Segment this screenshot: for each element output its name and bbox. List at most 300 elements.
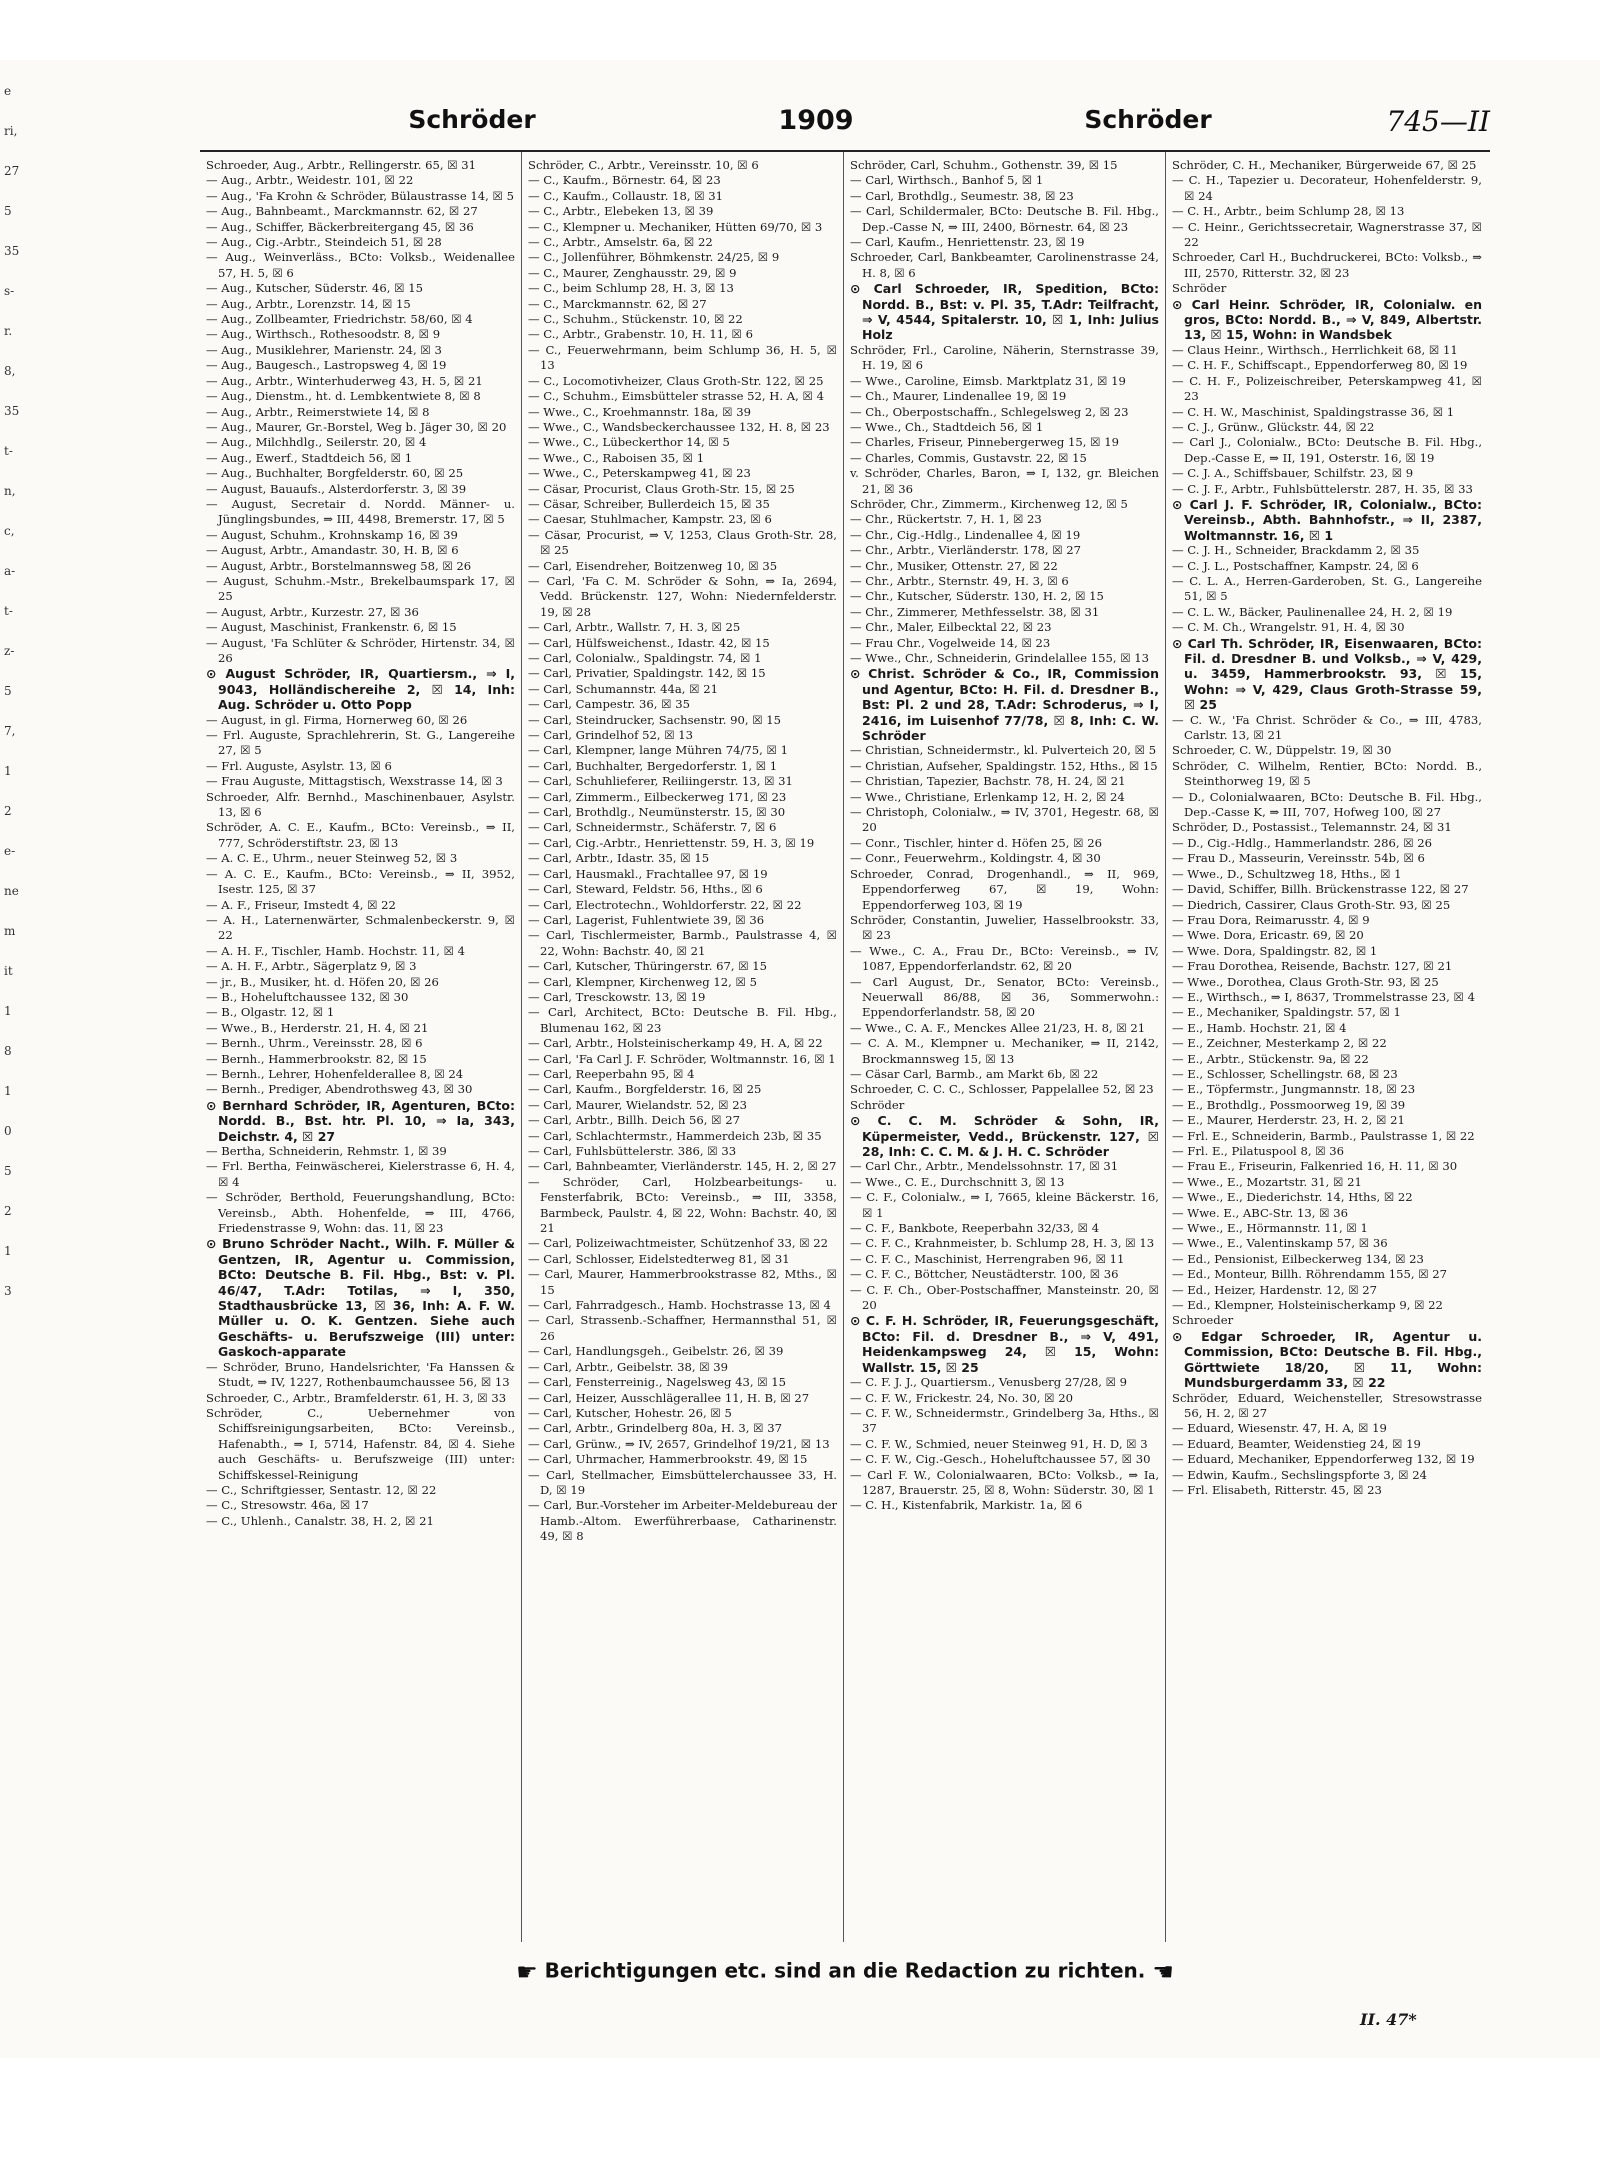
- directory-entry: — Bernh., Hammerbrookstr. 82, ☒ 15: [206, 1051, 427, 1066]
- directory-entry: — Wwe., Chr., Schneiderin, Grindelallee 155, ☒ 13: [850, 651, 1150, 665]
- directory-entry: — C. Heinr., Gerichtssecretair, Wagnerstrasse 37, ☒ 22: [1172, 219, 1482, 250]
- column-4: [1166, 152, 1488, 1942]
- directory-entry: — Carl, Campestr. 36, ☒ 35: [528, 697, 690, 712]
- directory-entry: ⊙ C. C. M. Schröder & Sohn, IR, Küpermeister, Vedd., Brückenstr. 127, ☒ 28, Inh: C. C. M. & J. H. C. Schröder: [850, 1113, 1159, 1159]
- directory-entry: — Schröder, Carl, Holzbearbeitungs- u. Fensterfabrik, BCto: Vereinsb., ⇒ III, 3358, Barmbeck, Paulstr. 4, ☒ 22, Wohn: Bachstr. 40, ☒ 21: [528, 1174, 837, 1236]
- directory-entry: — Carl, Kutscher, Hohestr. 26, ☒ 5: [528, 1405, 732, 1420]
- facing-page-fragment: 7,: [4, 724, 16, 738]
- directory-entry: — C. F. C., Böttcher, Neustädterstr. 100, ☒ 36: [850, 1267, 1119, 1282]
- directory-entry: — C. L. A., Herren-Garderoben, St. G., Langereihe 51, ☒ 5: [1172, 573, 1482, 604]
- directory-entry: — Aug., Milchhdlg., Seilerstr. 20, ☒ 4: [206, 435, 427, 450]
- directory-entry: — Ed., Heizer, Hardenstr. 12, ☒ 27: [1172, 1282, 1378, 1297]
- directory-entry: — Aug., Wirthsch., Rothesoodstr. 8, ☒ 9: [206, 327, 441, 342]
- page-header: [200, 105, 1490, 141]
- directory-entry: — Aug., Maurer, Gr.-Borstel, Weg b. Jäger 30, ☒ 20: [206, 419, 507, 434]
- directory-entry: — A. H., Laternenwärter, Schmalenbeckerstr. 9, ☒ 22: [206, 912, 515, 943]
- directory-entry: — Bernh., Lehrer, Hohenfelderallee 8, ☒ 24: [206, 1066, 464, 1081]
- directory-entry: — Carl, Brothdlg., Seumestr. 38, ☒ 23: [850, 188, 1074, 203]
- directory-entry: — Carl J., Colonialw., BCto: Deutsche B. Fil. Hbg., Dep.-Casse E, ⇒ II, 191, Osterstr. 16, ☒ 19: [1172, 435, 1482, 465]
- directory-entry: ⊙ Edgar Schroeder, IR, Agentur u. Commission, BCto: Deutsche B. Fil. Hbg., Görttwiete 18/20, ☒ 11, Wohn: Mundsburgerdamm 33, ☒ 22: [1172, 1328, 1482, 1391]
- directory-entry: — Carl, Schildermaler, BCto: Deutsche B. Fil. Hbg., Dep.-Casse N, ⇒ III, 2400, Börnestr. 64, ☒ 23: [850, 204, 1159, 234]
- directory-entry: Schroeder, Aug., Arbtr., Rellingerstr. 65, ☒ 31: [206, 158, 477, 172]
- directory-entry: — Frau D., Masseurin, Vereinsstr. 54b, ☒ 6: [1172, 851, 1425, 866]
- directory-entry: — Aug., Bahnbeamt., Marckmannstr. 62, ☒ 27: [206, 204, 478, 219]
- directory-entry: — C., Schuhm., Stückenstr. 10, ☒ 22: [528, 312, 743, 327]
- footer-note: [200, 1958, 1490, 1986]
- facing-page-fragment: 35: [4, 404, 20, 418]
- directory-entry: — Carl, Arbtr., Holsteinischerkamp 49, H. A, ☒ 22: [528, 1036, 823, 1051]
- facing-page-fragment: it: [4, 964, 13, 978]
- facing-page-fragment: 8,: [4, 364, 16, 378]
- directory-entry: — Aug., Dienstm., ht. d. Lembkentwiete 8, ☒ 8: [206, 389, 481, 404]
- header-year: 1909: [778, 105, 854, 136]
- directory-entry: — Wwe., C., Lübeckerthor 14, ☒ 5: [528, 435, 730, 450]
- directory-entry: — Wwe., C., Kroehmannstr. 18a, ☒ 39: [528, 404, 752, 419]
- directory-entry: — Carl, Arbtr., Wallstr. 7, H. 3, ☒ 25: [528, 620, 741, 635]
- facing-page-fragment: t-: [4, 604, 13, 618]
- directory-entry: — Wwe., E., Hörmannstr. 11, ☒ 1: [1172, 1221, 1368, 1236]
- directory-entry: — E., Maurer, Herderstr. 23, H. 2, ☒ 21: [1172, 1113, 1405, 1128]
- directory-entry: Schroeder, Carl H., Buchdruckerei, BCto: Volksb., ⇒ III, 2570, Ritterstr. 32, ☒ 23: [1172, 250, 1482, 280]
- directory-entry: — Carl, Klempner, Kirchenweg 12, ☒ 5: [528, 974, 757, 989]
- facing-page-fragment: r.: [4, 324, 13, 338]
- directory-entry: — Cäsar, Procurist, Claus Groth-Str. 15, ☒ 25: [528, 481, 795, 496]
- page-number: 745—II: [1386, 105, 1490, 138]
- directory-entry: Schroeder, Conrad, Drogenhandl., ⇒ II, 969, Eppendorferweg 67, ☒ 19, Wohn: Eppendorferweg 103, ☒ 19: [850, 866, 1159, 912]
- directory-entry: — Diedrich, Cassirer, Claus Groth-Str. 93, ☒ 25: [1172, 897, 1451, 912]
- directory-entry: — Carl, Buchhalter, Bergedorferstr. 1, ☒ 1: [528, 758, 778, 773]
- directory-entry: — David, Schiffer, Billh. Brückenstrasse 122, ☒ 27: [1172, 882, 1469, 897]
- directory-entry: — Carl, Wirthsch., Banhof 5, ☒ 1: [850, 173, 1044, 188]
- directory-entry: — Carl, Arbtr., Geibelstr. 38, ☒ 39: [528, 1359, 729, 1374]
- directory-entry: — Christian, Tapezier, Bachstr. 78, H. 24, ☒ 21: [850, 774, 1126, 789]
- facing-page-fragment: t-: [4, 444, 13, 458]
- header-right-name: Schröder: [1084, 105, 1212, 134]
- directory-entry: — C., Kaufm., Collaustr. 18, ☒ 31: [528, 188, 724, 203]
- directory-entry: — Aug., Baugesch., Lastropsweg 4, ☒ 19: [206, 358, 447, 373]
- directory-entry: — Carl, Architect, BCto: Deutsche B. Fil. Hbg., Blumenau 162, ☒ 23: [528, 1005, 837, 1035]
- directory-entry: — Christian, Aufseher, Spaldingstr. 152, Hths., ☒ 15: [850, 758, 1158, 773]
- directory-entry: — Ed., Monteur, Billh. Röhrendamm 155, ☒ 27: [1172, 1267, 1448, 1282]
- directory-entry: — Frau Dorothea, Reisende, Bachstr. 127, ☒ 21: [1172, 959, 1453, 974]
- directory-entry: — Conr., Tischler, hinter d. Höfen 25, ☒ 26: [850, 835, 1103, 850]
- facing-page-fragment: 3: [4, 1284, 12, 1298]
- directory-entry: — Frl. E., Schneiderin, Barmb., Paulstrasse 1, ☒ 22: [1172, 1128, 1475, 1143]
- directory-entry: — C. F. Ch., Ober-Postschaffner, Mansteinstr. 20, ☒ 20: [850, 1282, 1159, 1313]
- directory-entry: — Carl, Lagerist, Fuhlentwiete 39, ☒ 36: [528, 912, 765, 927]
- directory-entry: Schroeder: [1172, 1313, 1234, 1328]
- directory-entry: — C., Uhlenh., Canalstr. 38, H. 2, ☒ 21: [206, 1513, 434, 1528]
- directory-entry: — Chr., Rückertstr. 7, H. 1, ☒ 23: [850, 512, 1042, 527]
- directory-entry: — Carl, Bahnbeamter, Vierländerstr. 145, H. 2, ☒ 27: [528, 1159, 837, 1174]
- directory-entry: — C. F., Bankbote, Reeperbahn 32/33, ☒ 4: [850, 1221, 1100, 1236]
- facing-page-fragment: c,: [4, 524, 15, 538]
- directory-entry: — Frl. Auguste, Asylstr. 13, ☒ 6: [206, 758, 392, 773]
- directory-entry: — E., Wirthsch., ⇒ I, 8637, Trommelstrasse 23, ☒ 4: [1172, 989, 1475, 1004]
- directory-entry: — Wwe., E., Valentinskamp 57, ☒ 36: [1172, 1236, 1388, 1251]
- directory-entry: — August, Schuhm., Krohnskamp 16, ☒ 39: [206, 527, 458, 542]
- directory-entry: — Wwe., C. A. F., Menckes Allee 21/23, H. 8, ☒ 21: [850, 1020, 1146, 1035]
- directory-entry: — C. F. W., Cig.-Gesch., Hoheluftchaussee 57, ☒ 30: [850, 1452, 1151, 1467]
- directory-entry: — Carl, Colonialw., Spaldingstr. 74, ☒ 1: [528, 651, 762, 665]
- directory-entry: — Wwe., C. A., Frau Dr., BCto: Vereinsb., ⇒ IV, 1087, Eppendorferlandstr. 62, ☒ 20: [850, 943, 1159, 974]
- directory-entry: — Carl, Cig.-Arbtr., Henriettenstr. 59, H. 3, ☒ 19: [528, 835, 815, 850]
- directory-entry: — C., beim Schlump 28, H. 3, ☒ 13: [528, 281, 734, 296]
- directory-entry: — Wwe., Dorothea, Claus Groth-Str. 93, ☒ 25: [1172, 974, 1439, 989]
- directory-entry: — Carl, Uhrmacher, Hammerbrookstr. 49, ☒ 15: [528, 1452, 808, 1467]
- directory-entry: Schröder, C., Arbtr., Vereinsstr. 10, ☒ 6: [528, 158, 759, 172]
- directory-entry: — Ed., Klempner, Holsteinischerkamp 9, ☒ 22: [1172, 1298, 1443, 1313]
- directory-entry: Schröder, Frl., Caroline, Näherin, Sternstrasse 39, H. 19, ☒ 6: [850, 342, 1159, 373]
- directory-entry: — Wwe., B., Herderstr. 21, H. 4, ☒ 21: [206, 1020, 429, 1035]
- directory-entry: — Christian, Schneidermstr., kl. Pulverteich 20, ☒ 5: [850, 743, 1157, 758]
- directory-entry: — Ed., Pensionist, Eilbeckerweg 134, ☒ 23: [1172, 1251, 1424, 1266]
- directory-entry: — C. L. W., Bäcker, Paulinenallee 24, H. 2, ☒ 19: [1172, 604, 1453, 619]
- directory-entry: — Wwe. Dora, Spaldingstr. 82, ☒ 1: [1172, 943, 1378, 958]
- facing-page-fragment: z-: [4, 644, 15, 658]
- directory-entry: — Chr., Kutscher, Süderstr. 130, H. 2, ☒ 15: [850, 589, 1104, 604]
- directory-entry: — August, 'Fa Schlüter & Schröder, Hirtenstr. 34, ☒ 26: [206, 635, 515, 665]
- directory-entry: ⊙ Carl Heinr. Schröder, IR, Colonialw. en gros, BCto: Nordd. B., ⇒ V, 849, Albertstr. 13, ☒ 15, Wohn: in Wandsbek: [1172, 296, 1482, 343]
- directory-entry: — Frau E., Friseurin, Falkenried 16, H. 11, ☒ 30: [1172, 1159, 1458, 1174]
- directory-entry: ⊙ C. F. H. Schröder, IR, Feuerungsgeschäft, BCto: Fil. d. Dresdner B., ⇒ V, 491, Heidenkampsweg 24, ☒ 15, Wohn: Wallstr. 15, ☒ 25: [850, 1313, 1159, 1375]
- facing-page-fragment: ri,: [4, 124, 18, 138]
- directory-entry: — Chr., Maler, Eilbecktal 22, ☒ 23: [850, 620, 1052, 635]
- directory-entry: — C., Arbtr., Amselstr. 6a, ☒ 22: [528, 235, 713, 250]
- directory-entry: — C. H., Tapezier u. Decorateur, Hohenfelderstr. 9, ☒ 24: [1172, 173, 1482, 203]
- directory-entry: ⊙ Bernhard Schröder, IR, Agenturen, BCto: Nordd. B., Bst. htr. Pl. 10, ⇒ Ia, 343, Deichstr. 4, ☒ 27: [206, 1097, 515, 1144]
- directory-entry: — Carl, Strassenb.-Schaffner, Hermannsthal 51, ☒ 26: [528, 1313, 837, 1343]
- directory-entry: — Carl, Electrotechn., Wohldorferstr. 22, ☒ 22: [528, 897, 802, 912]
- directory-entry: — jr., B., Musiker, ht. d. Höfen 20, ☒ 26: [206, 974, 439, 989]
- directory-entry: — C. J. F., Arbtr., Fuhlsbüttelerstr. 287, H. 35, ☒ 33: [1172, 481, 1473, 496]
- directory-entry: — Carl F. W., Colonialwaaren, BCto: Volksb., ⇒ Ia, 1287, Brauerstr. 25, ☒ 8, Wohn: Süderstr. 30, ☒ 1: [850, 1467, 1159, 1497]
- directory-entry: — Eduard, Wiesenstr. 47, H. A, ☒ 19: [1172, 1421, 1387, 1436]
- directory-entry: — Wwe., E., Mozartstr. 31, ☒ 21: [1172, 1174, 1362, 1189]
- directory-entry: — C. H. W., Maschinist, Spaldingstrasse 36, ☒ 1: [1172, 404, 1455, 419]
- directory-entry: — Ch., Oberpostschaffn., Schlegelsweg 2, ☒ 23: [850, 404, 1129, 419]
- directory-entry: — Conr., Feuerwehrm., Koldingstr. 4, ☒ 30: [850, 851, 1101, 866]
- adjacent-page-edge: [0, 60, 75, 2058]
- facing-page-fragment: 27: [4, 164, 20, 178]
- directory-entry: — Aug., Arbtr., Winterhuderweg 43, H. 5, ☒ 21: [206, 373, 483, 388]
- directory-entry: — E., Mechaniker, Spaldingstr. 57, ☒ 1: [1172, 1005, 1401, 1020]
- directory-entry: Schröder: [850, 1097, 905, 1112]
- directory-entry: — Carl, Schneidermstr., Schäferstr. 7, ☒ 6: [528, 820, 777, 835]
- directory-entry: — Ch., Maurer, Lindenallee 19, ☒ 19: [850, 389, 1067, 404]
- directory-entry: — C. F. C., Maschinist, Herrengraben 96, ☒ 11: [850, 1251, 1125, 1266]
- directory-entry: — C., Arbtr., Elebeken 13, ☒ 39: [528, 204, 714, 219]
- directory-entry: — August, Arbtr., Borstelmannsweg 58, ☒ 26: [206, 558, 472, 573]
- directory-entry: — Carl, Fensterreinig., Nagelsweg 43, ☒ 15: [528, 1375, 787, 1390]
- directory-entry: — C. W., 'Fa Christ. Schröder & Co., ⇒ III, 4783, Carlstr. 13, ☒ 21: [1172, 712, 1482, 743]
- facing-page-fragment: 1: [4, 1004, 12, 1018]
- directory-entry: — Wwe. E., ABC-Str. 13, ☒ 36: [1172, 1205, 1348, 1220]
- directory-entry: — Edwin, Kaufm., Sechslingspforte 3, ☒ 24: [1172, 1467, 1428, 1482]
- directory-entry: — Aug., Zollbeamter, Friedrichstr. 58/60, ☒ 4: [206, 312, 473, 327]
- directory-entry: Schröder, C. H., Mechaniker, Bürgerweide 67, ☒ 25: [1172, 158, 1477, 172]
- directory-entry: — C., Arbtr., Grabenstr. 10, H. 11, ☒ 6: [528, 327, 754, 342]
- directory-entry: — Carl, Maurer, Wielandstr. 52, ☒ 23: [528, 1097, 747, 1112]
- directory-entry: — Chr., Arbtr., Vierländerstr. 178, ☒ 27: [850, 543, 1082, 558]
- facing-page-fragment: 0: [4, 1124, 12, 1138]
- directory-entry: — C. A. M., Klempner u. Mechaniker, ⇒ II, 2142, Brockmannsweg 15, ☒ 13: [850, 1036, 1159, 1066]
- directory-entry: — Carl, Kaufm., Henriettenstr. 23, ☒ 19: [850, 235, 1085, 250]
- directory-entry: Schroeder, C. C. C., Schlosser, Pappelallee 52, ☒ 23: [850, 1082, 1154, 1097]
- pointing-hand-right-icon: ☚: [1152, 1958, 1174, 1986]
- directory-entry: — Eduard, Mechaniker, Eppendorferweg 132, ☒ 19: [1172, 1452, 1475, 1467]
- directory-entry: Schröder, C., Uebernehmer von Schiffsreinigungsarbeiten, BCto: Vereinsb., Hafenabth., ⇒ I, 5714, Hafenstr. 84, ☒ 4. Siehe auch Geschäfts- u. Berufszweige (III) unter: Schiffskessel-Reinigung: [206, 1405, 515, 1482]
- directory-entry: — E., Töpfermstr., Jungmannstr. 18, ☒ 23: [1172, 1082, 1416, 1097]
- directory-entry: — Wwe., Christiane, Erlenkamp 12, H. 2, ☒ 24: [850, 789, 1125, 804]
- directory-entry: — C. H., Arbtr., beim Schlump 28, ☒ 13: [1172, 204, 1405, 219]
- directory-entry: — A. C. E., Uhrm., neuer Steinweg 52, ☒ 3: [206, 851, 458, 866]
- directory-entry: — Charles, Friseur, Pinnebergerweg 15, ☒ 19: [850, 435, 1119, 450]
- facing-page-fragment: ne: [4, 884, 19, 898]
- directory-entry: — C., Locomotivheizer, Claus Groth-Str. 122, ☒ 25: [528, 373, 824, 388]
- directory-entry: — August, Schuhm.-Mstr., Brekelbaumspark 17, ☒ 25: [206, 573, 515, 604]
- directory-entry: — C., Schuhm., Eimsbütteler strasse 52, H. A, ☒ 4: [528, 389, 824, 404]
- directory-entry: — Carl, Schuhlieferer, Reiliingerstr. 13, ☒ 31: [528, 774, 793, 789]
- directory-entry: — Aug., Arbtr., Reimerstwiete 14, ☒ 8: [206, 404, 430, 419]
- directory-entry: — Carl, Fuhlsbüttelerstr. 386, ☒ 33: [528, 1144, 737, 1158]
- directory-entry: — Chr., Arbtr., Sternstr. 49, H. 3, ☒ 6: [850, 573, 1069, 588]
- directory-entry: Schröder, A. C. E., Kaufm., BCto: Vereinsb., ⇒ II, 777, Schröderstiftstr. 23, ☒ 13: [206, 820, 515, 850]
- facing-page-fragment: n,: [4, 484, 16, 498]
- directory-entry: — Wwe., Ch., Stadtdeich 56, ☒ 1: [850, 419, 1044, 434]
- pointing-hand-left-icon: ☛: [516, 1958, 538, 1986]
- facing-page-fragment: 35: [4, 244, 20, 258]
- directory-entry: — Carl, Kaufm., Borgfelderstr. 16, ☒ 25: [528, 1082, 762, 1097]
- directory-entry: ⊙ August Schröder, IR, Quartiersm., ⇒ I, 9043, Holländischereihe 2, ☒ 14, Inh: Aug. Schröder u. Otto Popp: [206, 666, 515, 713]
- directory-entry: ⊙ Carl J. F. Schröder, IR, Colonialw., BCto: Vereinsb., Abth. Bahnhofstr., ⇒ II, 2387, Woltmannstr. 16, ☒ 1: [1172, 496, 1482, 543]
- directory-entry: — A. C. E., Kaufm., BCto: Vereinsb., ⇒ II, 3952, Isestr. 125, ☒ 37: [206, 866, 515, 897]
- directory-entry: Schröder, Carl, Schuhm., Gothenstr. 39, ☒ 15: [850, 158, 1118, 172]
- directory-entry: — Wwe., C. E., Durchschnitt 3, ☒ 13: [850, 1174, 1065, 1189]
- directory-entry: Schröder, Eduard, Weichensteller, Stresowstrasse 56, H. 2, ☒ 27: [1172, 1390, 1482, 1420]
- facing-page-fragment: 5: [4, 1164, 12, 1178]
- directory-columns: [200, 150, 1490, 1942]
- directory-entry: — A. F., Friseur, Imstedt 4, ☒ 22: [206, 897, 396, 912]
- column-2: [522, 152, 844, 1942]
- directory-entry: — D., Cig.-Hdlg., Hammerlandstr. 286, ☒ 26: [1172, 835, 1433, 850]
- directory-entry: — Carl, Eisendreher, Boitzenweg 10, ☒ 35: [528, 558, 778, 573]
- directory-entry: ⊙ Bruno Schröder Nacht., Wilh. F. Müller & Gentzen, IR, Agentur u. Commission, BCto: Deutsche B. Fil. Hbg., Bst: v. Pl. 46/47, T.Adr: Totilas, ⇒ I, 350, Stadthausbrücke 13, ☒ 36, Inh: A. F. W. Müller u. O. K. Gentzen. Siehe auch Geschäfts- u. Berufszweige (III) unter: Gaskoch-apparate: [206, 1236, 515, 1360]
- directory-entry: ⊙ Carl Th. Schröder, IR, Eisenwaaren, BCto: Fil. d. Dresdner B. und Volksb., ⇒ V, 429, u. 3459, Hammerbrookstr. 93, ☒ 15, Wohn: ⇒ V, 429, Claus Groth-Strasse 59, ☒ 25: [1172, 635, 1482, 713]
- directory-entry: — E., Arbtr., Stückenstr. 9a, ☒ 22: [1172, 1051, 1369, 1066]
- directory-entry: — A. H. F., Arbtr., Sägerplatz 9, ☒ 3: [206, 959, 417, 974]
- directory-entry: — August, Maschinist, Frankenstr. 6, ☒ 15: [206, 620, 457, 635]
- directory-entry: — C. F. J. J., Quartiersm., Venusberg 27/28, ☒ 9: [850, 1375, 1128, 1390]
- directory-entry: — C. F. C., Krahnmeister, b. Schlump 28, H. 3, ☒ 13: [850, 1236, 1155, 1251]
- directory-entry: — C. H. F., Schiffscapt., Eppendorferweg 80, ☒ 19: [1172, 358, 1468, 373]
- directory-entry: — C. H., Kistenfabrik, Markistr. 1a, ☒ 6: [850, 1498, 1083, 1513]
- column-3: [844, 152, 1166, 1942]
- directory-entry: — Aug., Ewerf., Stadtdeich 56, ☒ 1: [206, 450, 413, 465]
- directory-entry: — Chr., Musiker, Ottenstr. 27, ☒ 22: [850, 558, 1058, 573]
- directory-entry: — Carl, Tischlermeister, Barmb., Paulstrasse 4, ☒ 22, Wohn: Bachstr. 40, ☒ 21: [528, 928, 837, 958]
- directory-entry: — Carl, Heizer, Ausschlägerallee 11, H. B, ☒ 27: [528, 1390, 810, 1405]
- facing-page-fragment: 5: [4, 204, 12, 218]
- directory-entry: — C. M. Ch., Wrangelstr. 91, H. 4, ☒ 30: [1172, 620, 1405, 635]
- directory-entry: — Carl, Schlachtermstr., Hammerdeich 23b, ☒ 35: [528, 1128, 822, 1143]
- directory-entry: — Caesar, Stuhlmacher, Kampstr. 23, ☒ 6: [528, 512, 772, 527]
- directory-entry: — Carl, Arbtr., Grindelberg 80a, H. 3, ☒ 37: [528, 1421, 782, 1436]
- directory-entry: — Wwe., C., Peterskampweg 41, ☒ 23: [528, 466, 751, 481]
- directory-entry: — B., Hoheluftchaussee 132, ☒ 30: [206, 989, 409, 1004]
- directory-entry: — Aug., Arbtr., Lorenzstr. 14, ☒ 15: [206, 296, 411, 311]
- directory-entry: Schröder, D., Postassist., Telemannstr. 24, ☒ 31: [1172, 820, 1452, 835]
- directory-entry: — Carl, Arbtr., Idastr. 35, ☒ 15: [528, 851, 710, 866]
- facing-page-fragment: 8: [4, 1044, 12, 1058]
- directory-entry: — August, Bauaufs., Alsterdorferstr. 3, ☒ 39: [206, 481, 467, 496]
- directory-entry: — C., Feuerwehrmann, beim Schlump 36, H. 5, ☒ 13: [528, 342, 837, 373]
- directory-entry: — Aug., Buchhalter, Borgfelderstr. 60, ☒ 25: [206, 466, 464, 481]
- facing-page-fragment: a-: [4, 564, 16, 578]
- directory-entry: — Schröder, Bruno, Handelsrichter, 'Fa Hanssen & Studt, ⇒ IV, 1227, Rothenbaumchaussee 56, ☒ 13: [206, 1359, 515, 1390]
- directory-entry: — A. H. F., Tischler, Hamb. Hochstr. 11, ☒ 4: [206, 943, 466, 958]
- directory-entry: — August, Secretair d. Nordd. Männer- u. Jünglingsbundes, ⇒ III, 4498, Bremerstr. 17, ☒ 5: [206, 496, 515, 527]
- directory-entry: — Cäsar Carl, Barmb., am Markt 6b, ☒ 22: [850, 1066, 1099, 1081]
- directory-entry: — August, Arbtr., Kurzestr. 27, ☒ 36: [206, 604, 419, 619]
- directory-entry: — Frau Dora, Reimarusstr. 4, ☒ 9: [1172, 912, 1370, 927]
- directory-entry: — Carl, Grindelhof 52, ☒ 13: [528, 728, 694, 743]
- facing-page-fragment: 1: [4, 764, 12, 778]
- facing-page-fragment: 2: [4, 804, 12, 818]
- directory-entry: — Carl, Hülfsweichenst., Idastr. 42, ☒ 15: [528, 635, 770, 650]
- directory-entry: — Christoph, Colonialw., ⇒ IV, 3701, Hegestr. 68, ☒ 20: [850, 805, 1159, 835]
- directory-entry: — Claus Heinr., Wirthsch., Herrlichkeit 68, ☒ 11: [1172, 342, 1458, 357]
- directory-entry: — Schröder, Berthold, Feuerungshandlung, BCto: Vereinsb., Abth. Hohenfelde, ⇒ III, 4766, Friedenstrasse 9, Wohn: das. 11, ☒ 23: [206, 1190, 515, 1236]
- directory-entry: — Carl, Schlosser, Eidelstedterweg 81, ☒ 31: [528, 1251, 790, 1266]
- signature-mark: II. 47*: [1360, 2010, 1417, 2029]
- directory-entry: — Eduard, Beamter, Weidenstieg 24, ☒ 19: [1172, 1436, 1421, 1451]
- directory-entry: — Charles, Commis, Gustavstr. 22, ☒ 15: [850, 450, 1087, 465]
- directory-entry: — Carl, 'Fa C. M. Schröder & Sohn, ⇒ Ia, 2694, Vedd. Brückenstr. 127, Wohn: Niedernfelderstr. 19, ☒ 28: [528, 573, 837, 619]
- directory-entry: Schroeder, Alfr. Bernhd., Maschinenbauer, Asylstr. 13, ☒ 6: [206, 789, 515, 820]
- facing-page-fragment: 2: [4, 1204, 12, 1218]
- header-left-name: Schröder: [408, 105, 536, 134]
- directory-entry: — Carl, Steward, Feldstr. 56, Hths., ☒ 6: [528, 882, 763, 897]
- directory-entry: — Aug., Arbtr., Weidestr. 101, ☒ 22: [206, 173, 414, 188]
- directory-entry: — Carl, Klempner, lange Mühren 74/75, ☒ 1: [528, 743, 788, 758]
- directory-entry: — Frau Chr., Vogelweide 14, ☒ 23: [850, 635, 1051, 650]
- directory-entry: Schröder, Chr., Zimmerm., Kirchenweg 12, ☒ 5: [850, 496, 1128, 511]
- directory-entry: — C., Schriftgiesser, Sentastr. 12, ☒ 22: [206, 1482, 437, 1497]
- directory-entry: — Chr., Zimmerer, Methfesselstr. 38, ☒ 31: [850, 604, 1100, 619]
- directory-entry: ⊙ Christ. Schröder & Co., IR, Commission und Agentur, BCto: H. Fil. d. Dresdner B., Bst: Pl. 2 und 28, T.Adr: Schroderus, ⇒ I, 2416, im Luisenhof 77/78, ☒ 8, Inh: C. W. Schröder: [850, 666, 1159, 744]
- directory-entry: — C., Maurer, Zenghausstr. 29, ☒ 9: [528, 265, 737, 280]
- directory-entry: — Wwe., Caroline, Eimsb. Marktplatz 31, ☒ 19: [850, 373, 1126, 388]
- directory-entry: — Carl, Bur.-Vorsteher im Arbeiter-Meldebureau der Hamb.-Altom. Ewerführerbaase, Catharinenstr. 49, ☒ 8: [528, 1498, 837, 1544]
- directory-entry: — Bernh., Uhrm., Vereinsstr. 28, ☒ 6: [206, 1036, 423, 1051]
- directory-entry: — Carl, Reeperbahn 95, ☒ 4: [528, 1066, 695, 1081]
- directory-entry: — Carl, Tresckowstr. 13, ☒ 19: [528, 989, 706, 1004]
- directory-entry: — Frau Auguste, Mittagstisch, Wexstrasse 14, ☒ 3: [206, 774, 503, 789]
- directory-entry: — Aug., Musiklehrer, Marienstr. 24, ☒ 3: [206, 342, 442, 357]
- directory-entry: Schröder: [1172, 281, 1227, 296]
- facing-page-fragment: 5: [4, 684, 12, 698]
- directory-entry: — E., Schlosser, Schellingstr. 68, ☒ 23: [1172, 1066, 1398, 1081]
- facing-page-fragment: s-: [4, 284, 15, 298]
- directory-entry: — C. F., Colonialw., ⇒ I, 7665, kleine Bäckerstr. 16, ☒ 1: [850, 1190, 1159, 1220]
- directory-entry: — C., Kaufm., Börnestr. 64, ☒ 23: [528, 173, 721, 188]
- directory-entry: — Carl, Zimmerm., Eilbeckerweg 171, ☒ 23: [528, 789, 787, 804]
- directory-entry: — Carl, Polizeiwachtmeister, Schützenhof 33, ☒ 22: [528, 1236, 829, 1251]
- directory-entry: — Chr., Cig.-Hdlg., Lindenallee 4, ☒ 19: [850, 527, 1081, 542]
- facing-page-fragment: 1: [4, 1084, 12, 1098]
- column-1: [200, 152, 522, 1942]
- directory-entry: — Carl, Schumannstr. 44a, ☒ 21: [528, 681, 719, 696]
- directory-entry: — Carl, Maurer, Hammerbrookstrasse 82, Mths., ☒ 15: [528, 1267, 837, 1297]
- directory-entry: Schroeder, C. W., Düppelstr. 19, ☒ 30: [1172, 743, 1392, 758]
- directory-entry: — B., Olgastr. 12, ☒ 1: [206, 1005, 335, 1020]
- facing-page-fragment: m: [4, 924, 16, 938]
- directory-entry: — C., Klempner u. Mechaniker, Hütten 69/70, ☒ 3: [528, 219, 823, 234]
- directory-entry: — E., Brothdlg., Possmoorweg 19, ☒ 39: [1172, 1097, 1406, 1112]
- directory-entry: — Carl, Privatier, Spaldingstr. 142, ☒ 15: [528, 666, 766, 681]
- directory-entry: — Aug., Kutscher, Süderstr. 46, ☒ 15: [206, 281, 423, 296]
- facing-page-fragment: e-: [4, 844, 16, 858]
- directory-entry: — Frl. Auguste, Sprachlehrerin, St. G., Langereihe 27, ☒ 5: [206, 728, 515, 758]
- directory-entry: — C. J. L., Postschaffner, Kampstr. 24, ☒ 6: [1172, 558, 1419, 573]
- facing-page-fragment: e: [4, 84, 12, 98]
- directory-entry: — C., Jollenführer, Böhmkenstr. 24/25, ☒ 9: [528, 250, 780, 265]
- directory-entry: Schroeder, C., Arbtr., Bramfelderstr. 61, H. 3, ☒ 33: [206, 1390, 507, 1405]
- directory-entry: — Carl, Kutscher, Thüringerstr. 67, ☒ 15: [528, 959, 768, 974]
- directory-entry: — C. J. H., Schneider, Brackdamm 2, ☒ 35: [1172, 543, 1420, 558]
- directory-entry: — Carl, Arbtr., Billh. Deich 56, ☒ 27: [528, 1113, 740, 1128]
- directory-entry: — Frl. Bertha, Feinwäscherei, Kielerstrasse 6, H. 4, ☒ 4: [206, 1159, 515, 1189]
- directory-entry: — Carl, Grünw., ⇒ IV, 2657, Grindelhof 19/21, ☒ 13: [528, 1436, 830, 1451]
- directory-entry: — Wwe., E., Diederichstr. 14, Hths, ☒ 22: [1172, 1190, 1413, 1205]
- directory-entry: — Carl, Stellmacher, Eimsbüttelerchaussee 33, H. D, ☒ 19: [528, 1467, 837, 1497]
- directory-entry: — Carl, Handlungsgeh., Geibelstr. 26, ☒ 39: [528, 1344, 784, 1359]
- directory-entry: — C. F. W., Frickestr. 24, No. 30, ☒ 20: [850, 1390, 1073, 1405]
- directory-entry: — Carl August, Dr., Senator, BCto: Vereinsb., Neuerwall 86/88, ☒ 36, Sommerwohn.: Eppendorferlandstr. 58, ☒ 20: [850, 974, 1159, 1020]
- directory-entry: — Aug., 'Fa Krohn & Schröder, Bülaustrasse 14, ☒ 5: [206, 188, 514, 203]
- directory-entry: Schröder, Constantin, Juwelier, Hasselbrookstr. 33, ☒ 23: [850, 912, 1159, 943]
- directory-entry: — Carl, Hausmakl., Frachtallee 97, ☒ 19: [528, 866, 768, 881]
- directory-entry: — Carl, Fahrradgesch., Hamb. Hochstrasse 13, ☒ 4: [528, 1298, 831, 1313]
- directory-entry: — Frl. Elisabeth, Ritterstr. 45, ☒ 23: [1172, 1482, 1382, 1497]
- directory-entry: — C. J., Grünw., Glückstr. 44, ☒ 22: [1172, 419, 1375, 434]
- directory-entry: — C., Stresowstr. 46a, ☒ 17: [206, 1498, 369, 1513]
- directory-entry: — E., Hamb. Hochstr. 21, ☒ 4: [1172, 1020, 1347, 1035]
- directory-entry: — D., Colonialwaaren, BCto: Deutsche B. Fil. Hbg., Dep.-Casse K, ⇒ III, 707, Hofweg 100, ☒ 27: [1172, 789, 1482, 820]
- directory-entry: Schröder, C. Wilhelm, Rentier, BCto: Nordd. B., Steinthorweg 19, ☒ 5: [1172, 758, 1482, 789]
- directory-entry: — C. F. W., Schneidermstr., Grindelberg 3a, Hths., ☒ 37: [850, 1405, 1159, 1436]
- directory-entry: — Carl Chr., Arbtr., Mendelssohnstr. 17, ☒ 31: [850, 1159, 1119, 1174]
- directory-entry: — Frl. E., Pilatuspool 8, ☒ 36: [1172, 1144, 1345, 1158]
- directory-entry: — Wwe., C., Wandsbeckerchaussee 132, H. 8, ☒ 23: [528, 419, 830, 434]
- directory-entry: — August, Arbtr., Amandastr. 30, H. B, ☒ 6: [206, 543, 459, 558]
- directory-entry: — Carl, 'Fa Carl J. F. Schröder, Woltmannstr. 16, ☒ 1: [528, 1051, 836, 1066]
- footer-note-text: Berichtigungen etc. sind an die Redaction zu richten.: [544, 1958, 1146, 1983]
- facing-page-fragment: 1: [4, 1244, 12, 1258]
- directory-entry: — Carl, Brothdlg., Neumünsterstr. 15, ☒ 30: [528, 805, 786, 820]
- directory-entry: v. Schröder, Charles, Baron, ⇒ I, 132, gr. Bleichen 21, ☒ 36: [850, 466, 1159, 496]
- directory-entry: — Cäsar, Procurist, ⇒ V, 1253, Claus Groth-Str. 28, ☒ 25: [528, 527, 837, 558]
- directory-entry: — Aug., Weinverläss., BCto: Volksb., Weidenallee 57, H. 5, ☒ 6: [206, 250, 515, 280]
- directory-entry: — Aug., Cig.-Arbtr., Steindeich 51, ☒ 28: [206, 235, 442, 250]
- directory-entry: — Bernh., Prediger, Abendrothsweg 43, ☒ 30: [206, 1082, 473, 1097]
- directory-entry: — Carl, Steindrucker, Sachsenstr. 90, ☒ 15: [528, 712, 782, 727]
- directory-entry: — Cäsar, Schreiber, Bullerdeich 15, ☒ 35: [528, 496, 770, 511]
- directory-entry: — C. H. F., Polizeischreiber, Peterskampweg 41, ☒ 23: [1172, 373, 1482, 404]
- directory-entry: — Aug., Schiffer, Bäckerbreitergang 45, ☒ 36: [206, 219, 474, 234]
- directory-entry: — August, in gl. Firma, Hornerweg 60, ☒ 26: [206, 712, 468, 727]
